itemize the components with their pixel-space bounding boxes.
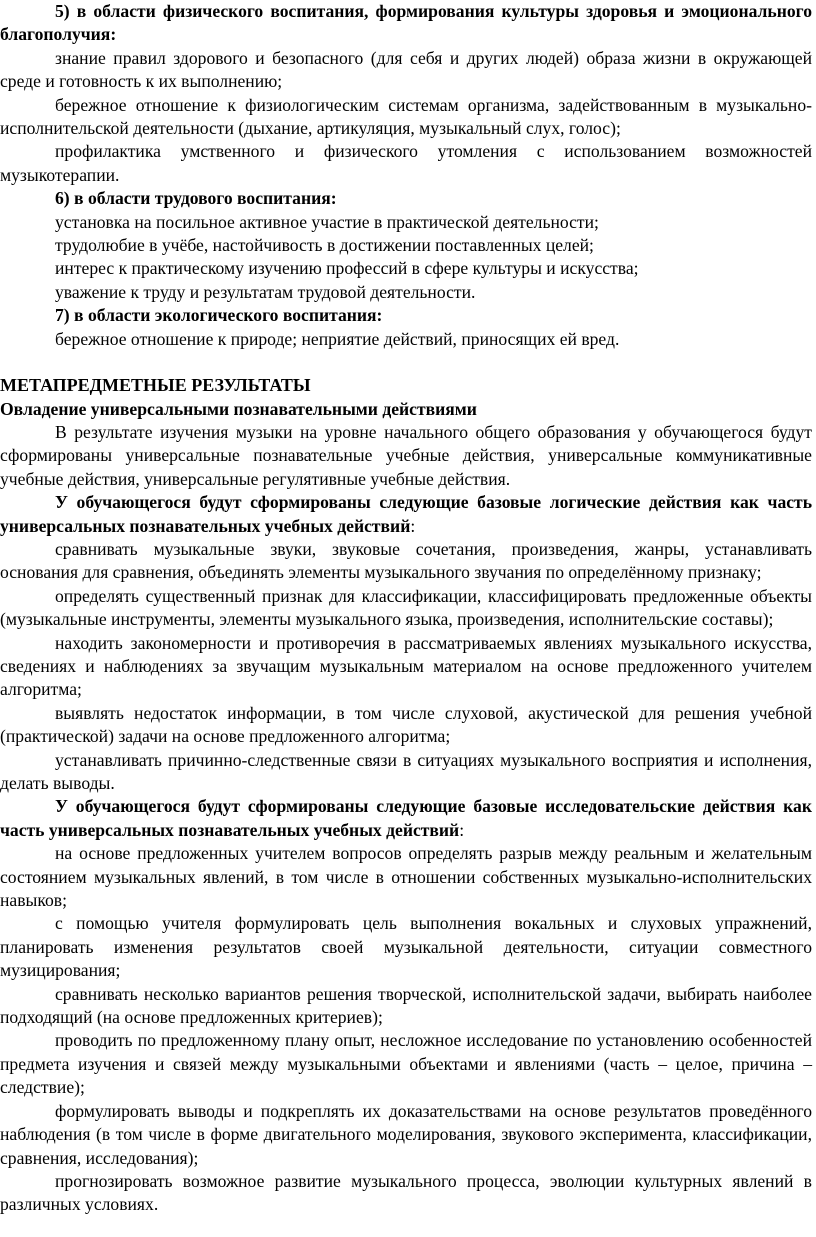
logic-item: находить закономерности и противоречия в рассматриваемых явлениях музыкального искусства, сведениях и наблюдениях за звучащим музыкальным материалом на основе предложенного учителем алгоритма; [0, 632, 812, 700]
research-item: проводить по предложенному плану опыт, несложное исследование по установлению особенностей предмета изучения и связей между музыкальными объектами и явлениями (часть – целое, причина – следствие); [0, 1030, 812, 1098]
section-7-heading: 7) в области экологического воспитания: [55, 305, 383, 326]
logic-item: выявлять недостаток информации, в том числе слуховой, акустической для решения учебной (практической) задачи на основе предложенного алгоритма; [0, 702, 812, 747]
section-6-heading: 6) в области трудового воспитания: [55, 188, 337, 209]
section-6-item: трудолюбие в учёбе, настойчивость в достижении поставленных целей; [55, 235, 594, 256]
section-6-item: уважение к труду и результатам трудовой деятельности. [55, 281, 476, 302]
section-5-item: профилактика умственного и физического утомления с использованием возможностей музыкотерапии. [0, 141, 812, 185]
section-6-item: интерес к практическому изучению профессий в сфере культуры и искусства; [55, 258, 639, 279]
logic-heading-text: У обучающегося будут сформированы следующие базовые логические действия как часть универсальных познавательных учебных действий [0, 492, 812, 536]
section-5-heading: 5) в области физического воспитания, формирования культуры здоровья и эмоционального благополучия: [0, 1, 812, 45]
section-title: МЕТАПРЕДМЕТНЫЕ РЕЗУЛЬТАТЫ [0, 375, 311, 396]
section-5-item: знание правил здорового и безопасного (для себя и других людей) образа жизни в окружающей среде и готовность к их выполнению; [0, 47, 812, 92]
spacer [0, 351, 812, 374]
section-5-item: бережное отношение к физиологическим системам организма, задействованным в музыкально-исполнительской деятельности (дыхание, артикуляция, музыкальный слух, голос); [0, 94, 812, 139]
research-item: на основе предложенных учителем вопросов определять разрыв между реальным и желательным состоянием музыкальных явлений, в том числе в отношении собственных музыкально-исполнительских навыков; [0, 843, 812, 911]
research-item: формулировать выводы и подкреплять их доказательствами на основе результатов проведённого наблюдения (в том числе в форме двигательного моделирования, звукового эксперимента, классификации, сравнения, исследования); [0, 1100, 812, 1168]
research-item: с помощью учителя формулировать цель выполнения вокальных и слуховых упражнений, планировать изменения результатов своей музыкальной деятельности, ситуации совместного музицирования; [0, 913, 812, 981]
intro-paragraph: В результате изучения музыки на уровне начального общего образования у обучающегося будут сформированы универсальные познавательные учебные действия, универсальные коммуникативные учебные действия, универсальные регулятивные учебные действия. [0, 421, 812, 489]
section-7-item: бережное отношение к природе; неприятие действий, приносящих ей вред. [55, 328, 620, 349]
research-item: прогнозировать возможное развитие музыкального процесса, эволюции культурных явлений в различных условиях. [0, 1170, 812, 1215]
research-heading-colon: : [459, 819, 465, 840]
logic-item: сравнивать музыкальные звуки, звуковые сочетания, произведения, жанры, устанавливать основания для сравнения, объединять элементы музыкального звучания по определённому признаку; [0, 538, 812, 583]
logic-item: определять существенный признак для классификации, классифицировать предложенные объекты (музыкальные инструменты, элементы музыкального языка, произведения, исполнительские составы); [0, 585, 812, 630]
section-subtitle: Овладение универсальными познавательными действиями [0, 398, 477, 419]
research-actions-heading [0, 795, 812, 842]
logic-actions-heading [0, 491, 812, 538]
research-item: сравнивать несколько вариантов решения творческой, исполнительской задачи, выбирать наиболее подходящий (на основе предложенных критериев); [0, 983, 812, 1028]
section-6-item: установка на посильное активное участие в практической деятельности; [55, 211, 599, 232]
research-heading-text: У обучающегося будут сформированы следующие базовые исследовательские действия как часть универсальных познавательных учебных действий [0, 796, 812, 840]
logic-item: устанавливать причинно-следственные связи в ситуациях музыкального восприятия и исполнения, делать выводы. [0, 749, 812, 793]
logic-heading-colon: : [410, 515, 416, 536]
